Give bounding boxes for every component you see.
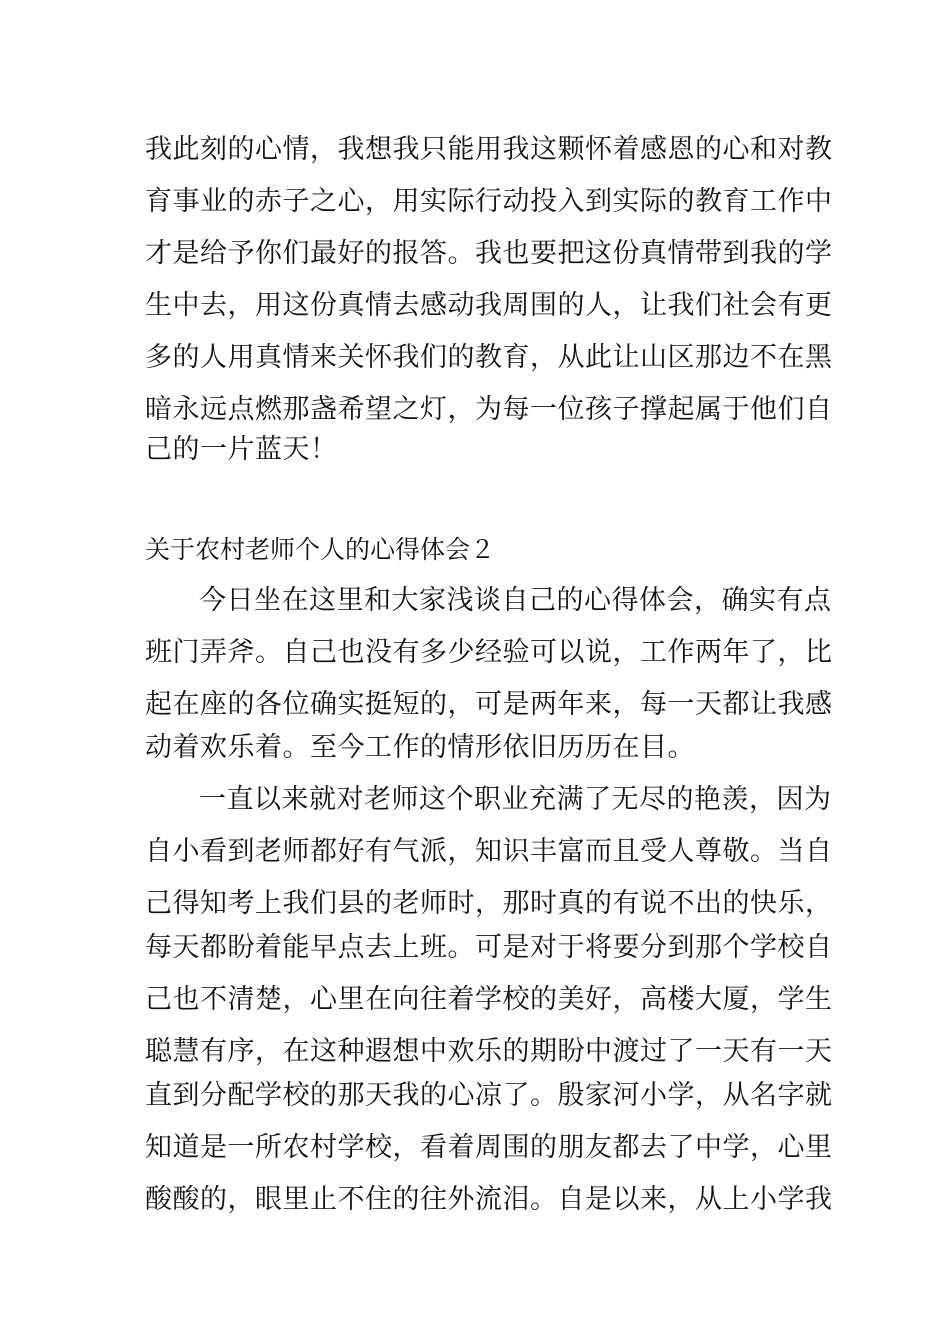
intro-line-2: 育事业的赤子之心，用实际行动投入到实际的教育工作中 — [145, 186, 833, 217]
p2-line-4: 每天都盼着能早点去上班。可是对于将要分到那个学校自 — [145, 932, 833, 963]
p2-line-3: 己得知考上我们县的老师时，那时真的有说不出的快乐， — [145, 888, 833, 919]
p1-line-1: 今日坐在这里和大家浅谈自己的心得体会，确实有点 — [199, 585, 832, 616]
p2-line-9: 酸酸的，眼里止不住的往外流泪。自是以来，从上小学我 — [145, 1184, 833, 1215]
p2-line-6: 聪慧有序，在这种遐想中欢乐的期盼中渡过了一天有一天 — [145, 1036, 833, 1067]
intro-line-5: 多的人用真情来关怀我们的教育，从此让山区那边不在黑 — [145, 342, 833, 373]
p2-line-8: 知道是一所农村学校，看着周围的朋友都去了中学，心里 — [145, 1132, 833, 1163]
intro-line-6: 暗永远点燃那盏希望之灯，为每一位孩子撑起属于他们自 — [145, 394, 833, 425]
intro-line-4: 生中去，用这份真情去感动我周围的人，让我们社会有更 — [145, 290, 833, 321]
p1-line-3: 起在座的各位确实挺短的，可是两年来，每一天都让我感 — [145, 689, 833, 720]
intro-line-7: 己的一片蓝天！ — [145, 434, 338, 465]
p2-line-5: 己也不清楚，心里在向往着学校的美好，高楼大厦，学生 — [145, 984, 833, 1015]
intro-line-3: 才是给予你们最好的报答。我也要把这份真情带到我的学 — [145, 238, 833, 269]
p2-line-2: 自小看到老师都好有气派，知识丰富而且受人尊敬。当自 — [145, 836, 833, 867]
p1-line-4: 动着欢乐着。至今工作的情形依旧历历在目。 — [145, 732, 695, 763]
p2-line-7: 直到分配学校的那天我的心凉了。殷家河小学，从名字就 — [145, 1080, 833, 1111]
intro-line-1: 我此刻的心情，我想我只能用我这颗怀着感恩的心和对教 — [145, 134, 833, 165]
section-title: 关于农村老师个人的心得体会２ — [145, 535, 496, 564]
p2-line-1: 一直以来就对老师这个职业充满了无尽的艳羡，因为 — [199, 784, 832, 815]
p1-line-2: 班门弄斧。自己也没有多少经验可以说，工作两年了，比 — [145, 637, 833, 668]
